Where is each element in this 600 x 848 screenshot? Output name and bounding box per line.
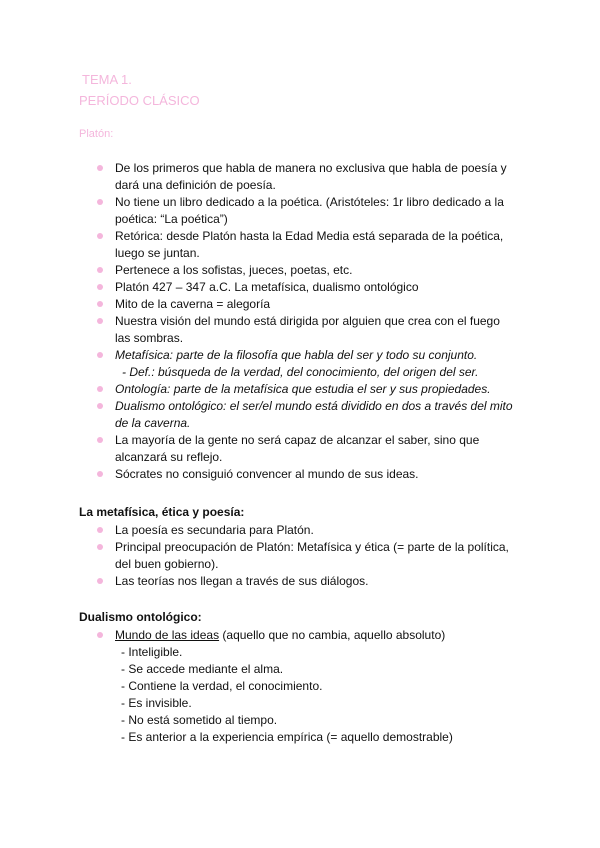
bullet-icon <box>97 352 103 358</box>
list-item: - Inteligible. <box>121 645 183 659</box>
list-item: Principal preocupación de Platón: Metafísica y ética (= parte de la política, del buen gobierno). <box>0 539 515 573</box>
metafisica-list <box>0 522 515 590</box>
bullet-icon <box>97 471 103 477</box>
list-item: Retórica: desde Platón hasta la Edad Media está separada de la poética, luego se juntan. <box>0 228 515 262</box>
bullet-icon <box>97 544 103 550</box>
list-item: La mayoría de la gente no será capaz de alcanzar el saber, sino que alcanzará su reflejo. <box>0 432 515 466</box>
bullet-icon <box>97 403 103 409</box>
list-item: La poesía es secundaria para Platón. <box>0 522 515 539</box>
mundo-ideas-label: Mundo de las ideas <box>115 628 220 642</box>
bullet-icon <box>97 578 103 584</box>
bullet-icon <box>97 318 103 324</box>
list-item: - Se accede mediante el alma. <box>121 662 284 676</box>
list-item: - No está sometido al tiempo. <box>121 713 278 727</box>
list-item: No tiene un libro dedicado a la poética. (Aristóteles: 1r libro dedicado a la poética: “La poética”) <box>0 194 515 228</box>
list-item: Pertenece a los sofistas, jueces, poetas, etc. <box>0 262 515 279</box>
bullet-icon <box>97 199 103 205</box>
bullet-icon <box>97 301 103 307</box>
list-item: Dualismo ontológico: el ser/el mundo está dividido en dos a través del mito de la caverna. <box>0 398 515 432</box>
list-item: Platón 427 – 347 a.C. La metafísica, dualismo ontológico <box>0 279 515 296</box>
list-item: - Es invisible. <box>121 696 192 710</box>
dualismo-heading: Dualismo ontológico: <box>79 610 202 624</box>
list-item: Mito de la caverna = alegoría <box>0 296 515 313</box>
list-item: Ontología: parte de la metafísica que estudia el ser y sus propiedades. <box>0 381 515 398</box>
platon-label: Platón: <box>79 128 114 140</box>
bullet-icon <box>97 527 103 533</box>
bullet-icon <box>97 165 103 171</box>
platon-list <box>0 160 515 483</box>
metafisica-heading: La metafísica, ética y poesía: <box>79 505 245 519</box>
period-title: PERÍODO CLÁSICO <box>79 93 200 108</box>
dualismo-list <box>0 627 515 644</box>
dualismo-subitems <box>121 644 453 746</box>
list-item: Sócrates no consiguió convencer al mundo de sus ideas. <box>0 466 515 483</box>
bullet-icon <box>97 632 103 638</box>
list-item: - Es anterior a la experiencia empírica (= aquello demostrable) <box>121 730 453 744</box>
list-item: - Contiene la verdad, el conocimiento. <box>121 679 323 693</box>
list-item: Las teorías nos llegan a través de sus diálogos. <box>0 573 515 590</box>
list-item: Metafísica: parte de la filosofía que habla del ser y todo su conjunto. - Def.: búsqueda de la verdad, del conocimiento, del origen del ser. <box>0 347 515 381</box>
list-item: De los primeros que habla de manera no exclusiva que habla de poesía y dará una definición de poesía. <box>0 160 515 194</box>
bullet-icon <box>97 233 103 239</box>
bullet-icon <box>97 284 103 290</box>
bullet-icon <box>97 267 103 273</box>
bullet-icon <box>97 386 103 392</box>
topic-number: TEMA 1. <box>82 72 132 87</box>
definition-subitem: - Def.: búsqueda de la verdad, del conocimiento, del origen del ser. <box>122 365 479 379</box>
list-item: Mundo de las ideas (aquello que no cambia, aquello absoluto) <box>0 627 515 644</box>
list-item: Nuestra visión del mundo está dirigida por alguien que crea con el fuego las sombras. <box>0 313 515 347</box>
bullet-icon <box>97 437 103 443</box>
